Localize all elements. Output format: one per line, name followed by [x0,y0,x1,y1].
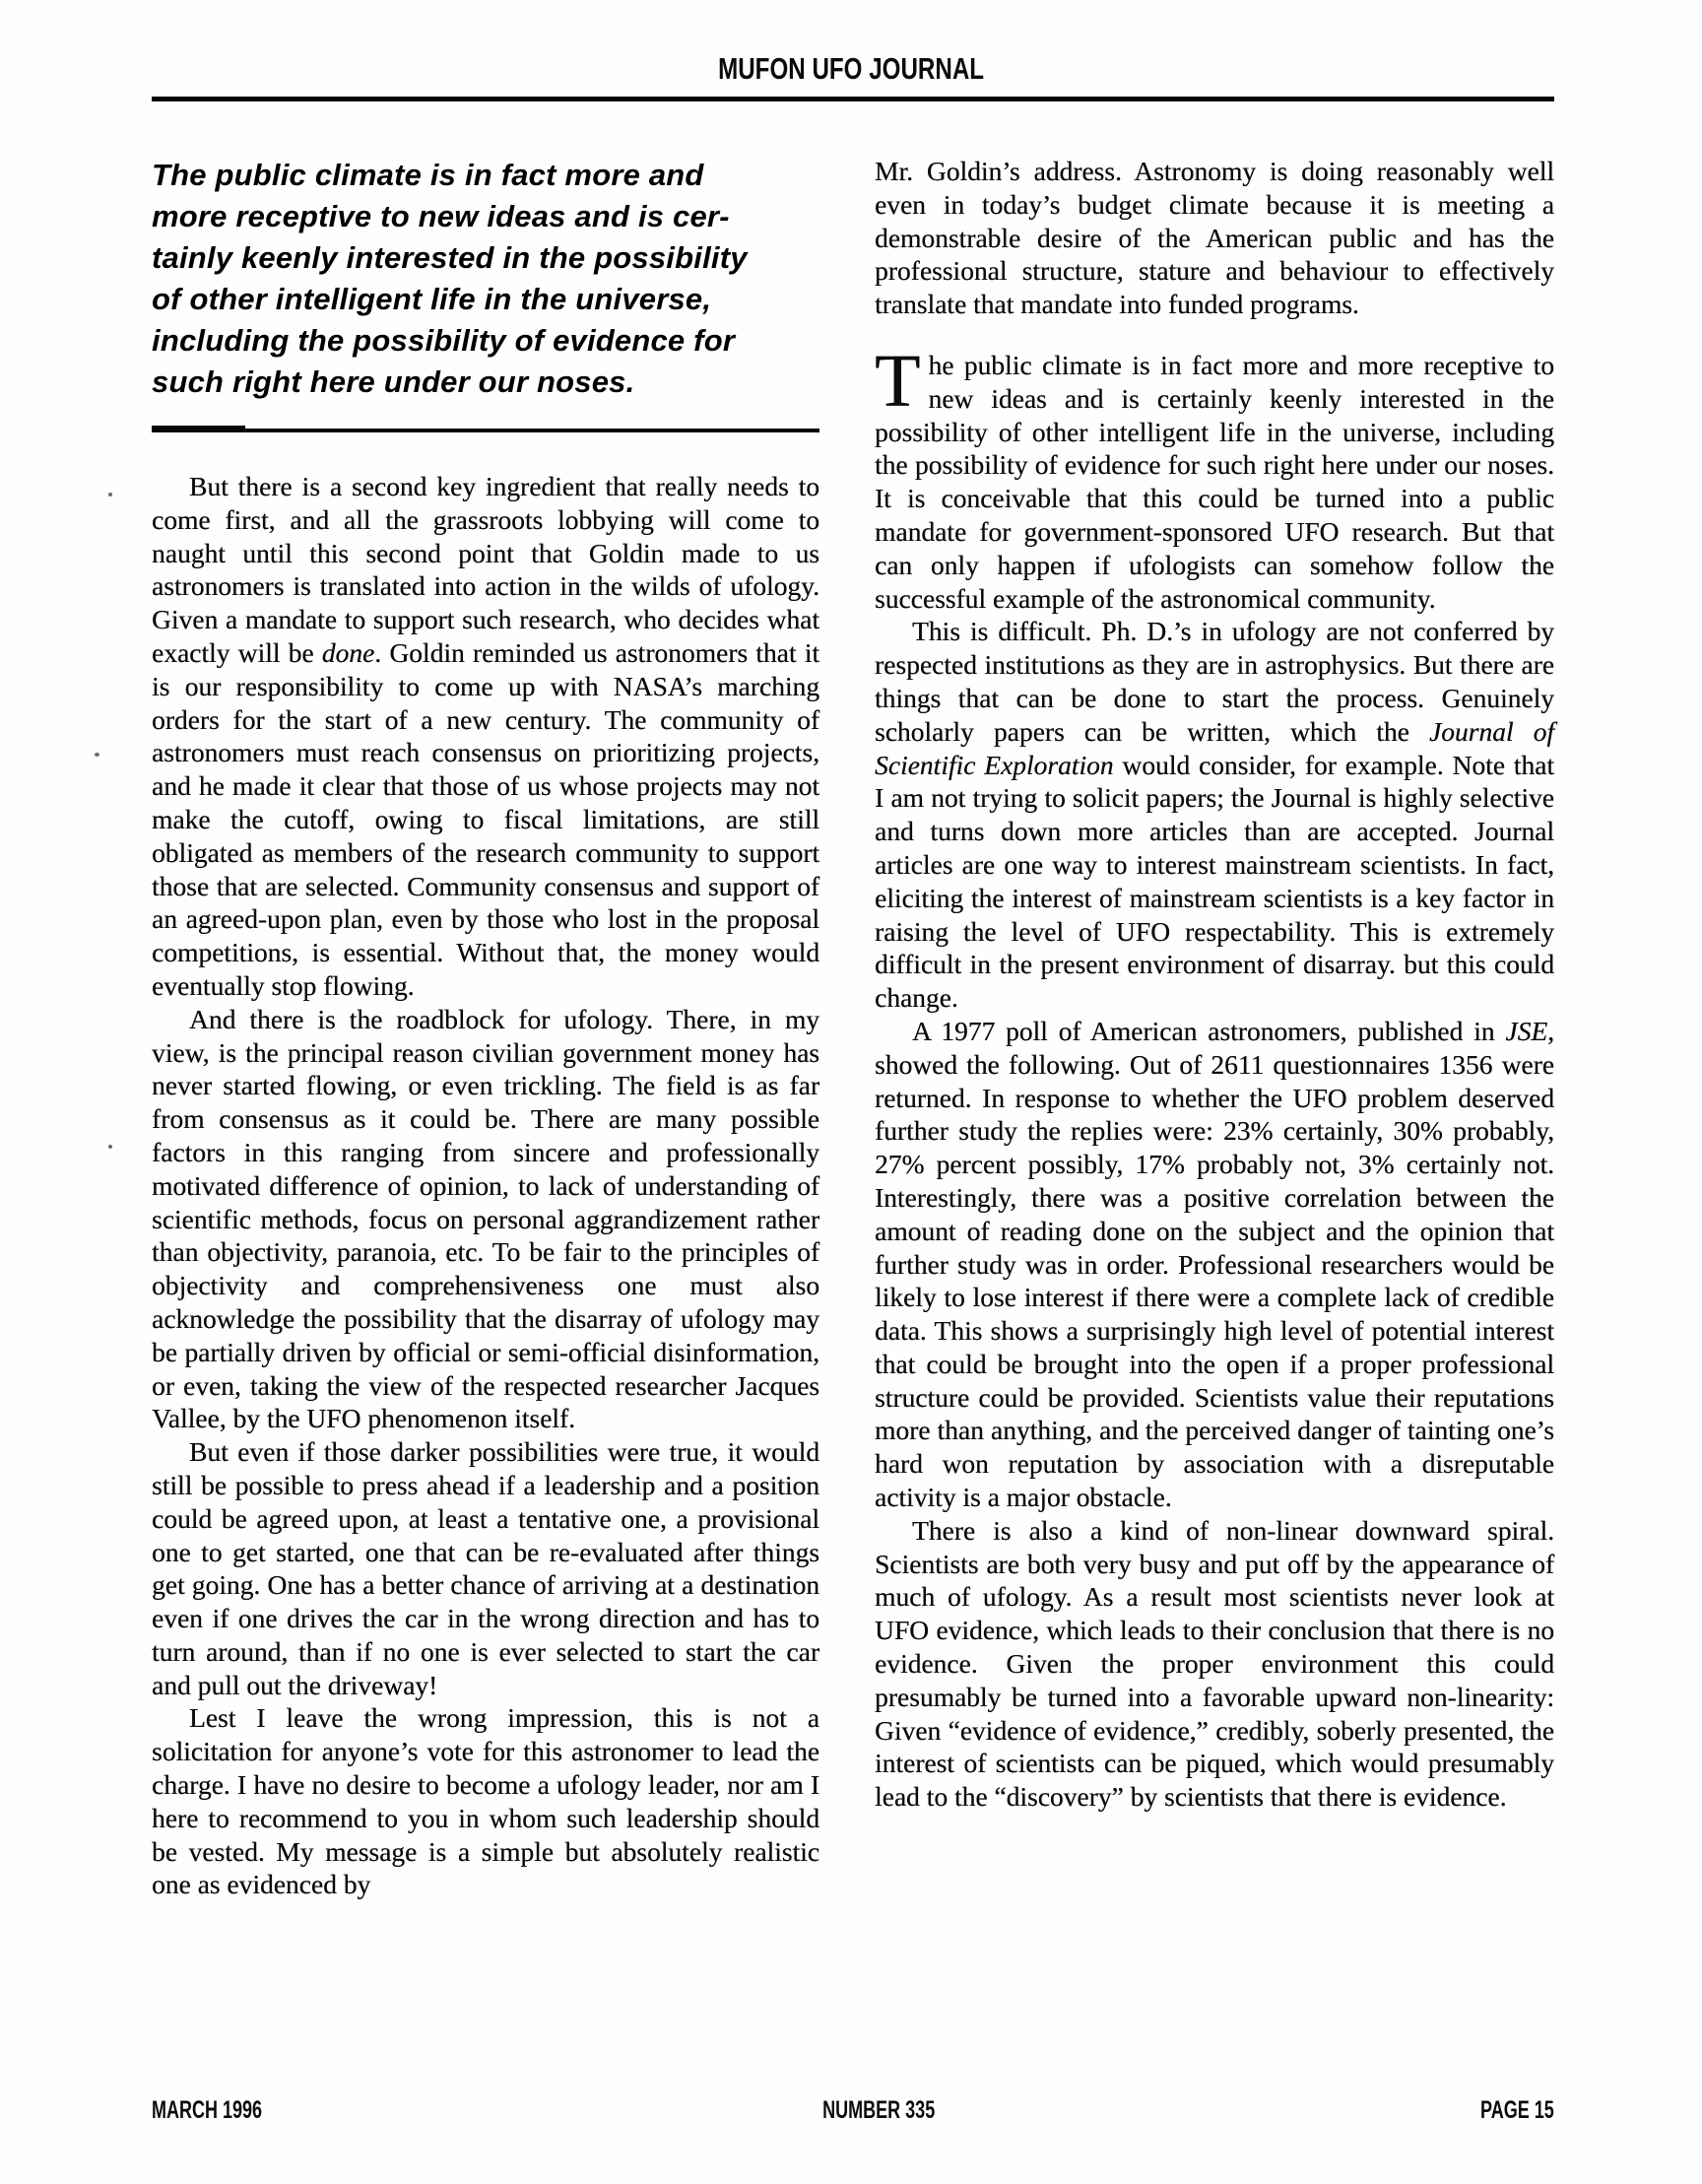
italic-run: Journal of Scientific Exploration [875,715,1554,780]
text-run: Mr. Goldin’s address. Astronomy is doing reasonably well even in today’s budget climate because it is meeting a demonstrable desire of the American public and has the professional structure, stature and behaviour to effectively translate that mandate into funded programs. [875,156,1554,320]
pull-quote-line: more receptive to new ideas and is cer- [152,199,730,233]
left-column [152,155,819,1901]
paragraph [875,1015,1554,1514]
text-run: . Goldin reminded us astronomers that it is our responsibility to come up with NASA’s marching orders for the start of a new century. The community of astronomers must reach consensus on prioritizing projects, and he made it clear that those of us whose projects may not make the cutoff, owing to fiscal limitations, are still obligated as members of the research community to support those that are selected. Community consensus and support of an agreed-upon plan, even by those who lost in the proposal competitions, is essential. Without that, the money would eventually stop flowing. [152,636,819,1001]
paragraph [152,1701,819,1901]
pull-quote-line: such right here under our noses. [152,364,635,399]
page-content [152,155,1554,1901]
text-run: A 1977 poll of American astronomers, published in [912,1015,1506,1046]
footer-page-number: PAGE 15 [1480,2096,1554,2124]
footer [152,2096,1554,2125]
italic-run: JSE [1505,1015,1548,1046]
paragraph [152,470,819,1003]
text-run: Lest I leave the wrong impression, this is not a solicitation for anyone’s vote for this astronomer to lead the charge. I have no desire to become a ufology leader, nor am I here to recommend to you in whom such leadership should be vested. My message is a simple but absolutely realistic one as evidenced by [152,1702,819,1900]
text-run: This is difficult. Ph. D.’s in ufology are not conferred by respected institutions as they are in astrophysics. But there are things that can be done to start the process. Genuinely scholarly papers can be written, which the [875,616,1554,747]
text-run: he public climate is in fact more and more receptive to new ideas and is certainly keenly interested in the possibility of other intelligent life in the universe, including the possibility of evidence for such right here under our noses. It is conceivable that this could be turned into a public mandate for government-sponsored UFO research. But that can only happen if ufologists can somehow follow the successful example of the astronomical community. [875,349,1554,614]
text-run: But even if those darker possibilities were true, it would still be possible to press ahead if a leadership and a position could be agreed upon, at least a tentative one, a provisional one to get started, one that can be re-evaluated after things get going. One has a better chance of arriving at a destination even if one drives the car in the wrong direction and has to turn around, than if no one is ever selected to start the car and pull out the driveway! [152,1436,819,1700]
paragraph [875,1514,1554,1814]
paragraph [875,615,1554,1015]
column-gutter [819,155,875,1901]
paragraph [875,155,1554,321]
right-column-text [875,155,1554,1814]
text-run: There is also a kind of non-linear downward spiral. Scientists are both very busy and put off by the appearance of much of ufology. As a result most scientists never look at UFO evidence, which leads to their conclusion that there is no evidence. Given the proper environment this could presumably be turned into a favorable upward non-linearity: Given “evidence of evidence,” credibly, soberly presented, the interest of scientists can be piqued, which would presumably lead to the “discovery” by scientists that there is evidence. [875,1514,1554,1813]
pull-quote-line: including the possibility of evidence for [152,323,736,358]
header-rule [152,97,1554,101]
drop-cap: T [875,339,921,423]
journal-title: MUFON UFO JOURNAL [717,51,985,86]
footer-issue-date: MARCH 1996 [152,2096,263,2124]
scan-speck [95,753,99,757]
paragraph [152,1435,819,1701]
pull-quote-line: tainly keenly interested in the possibility [152,240,748,275]
left-column-text [152,470,819,1901]
text-run: , showed the following. Out of 2611 questionnaires 1356 were returned. In response to whether the UFO problem deserved further study the replies were: 23% certainly, 30% probably, 27% percent possibly, 17% probably not, 3% certainly not. Interestingly, there was a positive correlation between the amount of reading done on the subject and the opinion that further study was in order. Professional researchers would be likely to lose interest if there were a complete lack of credible data. This shows a surprisingly high level of potential interest that could be brought into the open if a proper professional structure could be provided. Scientists value their reputations more than anything, and the perceived danger of tainting one’s hard won reputation by association with a disreputable activity is a major obstacle. [875,1015,1554,1513]
pull-quote [152,155,819,403]
right-column [875,155,1554,1901]
italic-run: done [321,636,375,668]
text-run: But there is a second key ingredient that really needs to come first, and all the grassroots lobbying will come to naught until this second point that Goldin made to us astronomers is translated into action in the wilds of ufology. Given a mandate to support such research, who decides what exactly will be [152,471,819,668]
masthead [152,51,1550,87]
scan-speck [108,493,112,496]
pull-quote-line: of other intelligent life in the universe, [152,282,712,316]
paragraph [152,1003,819,1435]
footer-issue-number: NUMBER 335 [821,2096,935,2124]
text-run: And there is the roadblock for ufology. There, in my view, is the principal reason civilian government money has never started flowing, or even trickling. The field is as far from consensus as it could be. There are many possible factors in this ranging from sincere and professionally motivated difference of opinion, to lack of understanding of scientific methods, focus on personal aggrandizement rather than objectivity, paranoia, etc. To be fair to the principles of objectivity and comprehensiveness one must also acknowledge the possibility that the disarray of ufology may be partially driven by official or semi-official disinformation, or even, taking the view of the respected researcher Jacques Vallee, by the UFO phenomenon itself. [152,1003,819,1434]
paragraph [875,339,1554,615]
text-run: would consider, for example. Note that I am not trying to solicit papers; the Journal is highly selective and turns down more articles than are accepted. Journal articles are one way to interest mainstream scientists. In fact, eliciting the interest of mainstream scientists is a key factor in raising the level of UFO respectability. This is extremely difficult in the present environment of disarray. but this could change. [875,749,1554,1014]
pull-quote-line: The public climate is in fact more and [152,158,704,192]
pull-quote-rule-blob [152,426,245,430]
pull-quote-rule [152,429,819,432]
scan-speck [108,1145,112,1149]
